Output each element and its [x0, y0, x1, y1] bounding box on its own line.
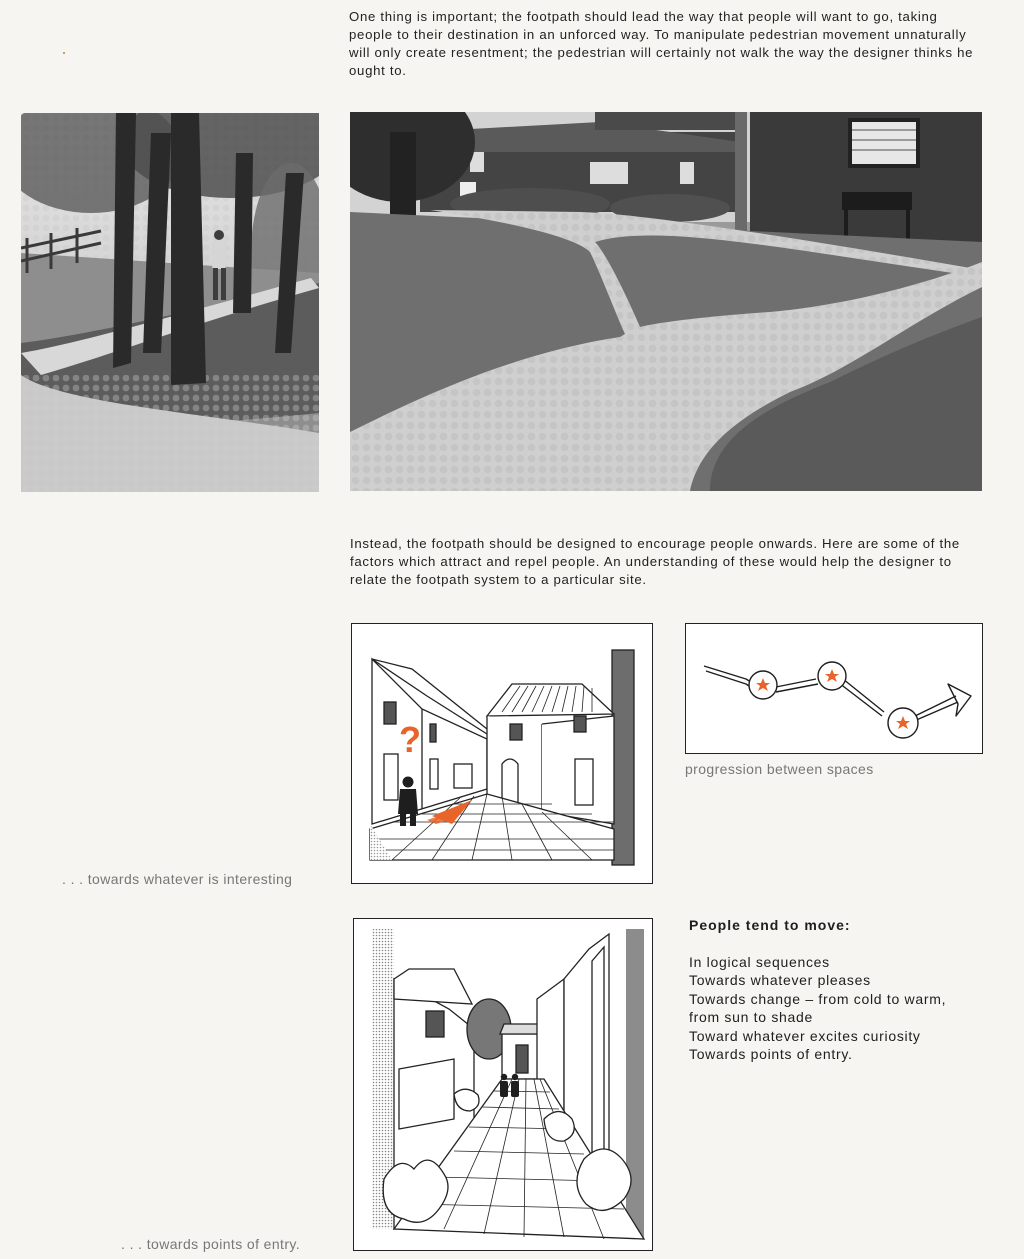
question-mark: ? — [399, 719, 421, 760]
caption-progression: progression between spaces — [685, 761, 874, 777]
photo-forked-footpath — [350, 112, 982, 491]
photo-tree-lined-path — [21, 113, 319, 492]
caption-entry: . . . towards points of entry. — [121, 1236, 301, 1252]
list-item: Toward whatever excites curiosity — [689, 1027, 921, 1044]
instead-paragraph: Instead, the footpath should be designed to encourage people onwards. Here are some of the factors which attract and repel people. An understanding of these would help the designer to relate the footpath system to a particular site. — [350, 536, 960, 587]
margin-dot — [63, 52, 65, 54]
list-item: In logical sequences — [689, 954, 830, 970]
sketch-points-of-entry — [353, 918, 653, 1251]
sketch-interesting-courtyard — [351, 623, 653, 884]
list-item: Towards change – from cold to warm, — [689, 990, 947, 1007]
list-title: People tend to move: — [689, 917, 851, 933]
people-movement-list — [689, 953, 1009, 1063]
progression-diagram — [685, 623, 983, 754]
list-item: Towards whatever pleases — [689, 972, 871, 989]
list-item: Towards points of entry. — [689, 1046, 853, 1063]
intro-paragraph: One thing is important; the footpath should lead the way that people will want to go, taking people to their destination in an unforced way. To manipulate pedestrian movement unnaturally will only create resentment; the pedestrian will certainly not walk the way the designer thinks he ought to. — [349, 9, 974, 78]
list-item: from sun to shade — [689, 1009, 813, 1026]
caption-interesting: . . . towards whatever is interesting — [62, 871, 293, 887]
